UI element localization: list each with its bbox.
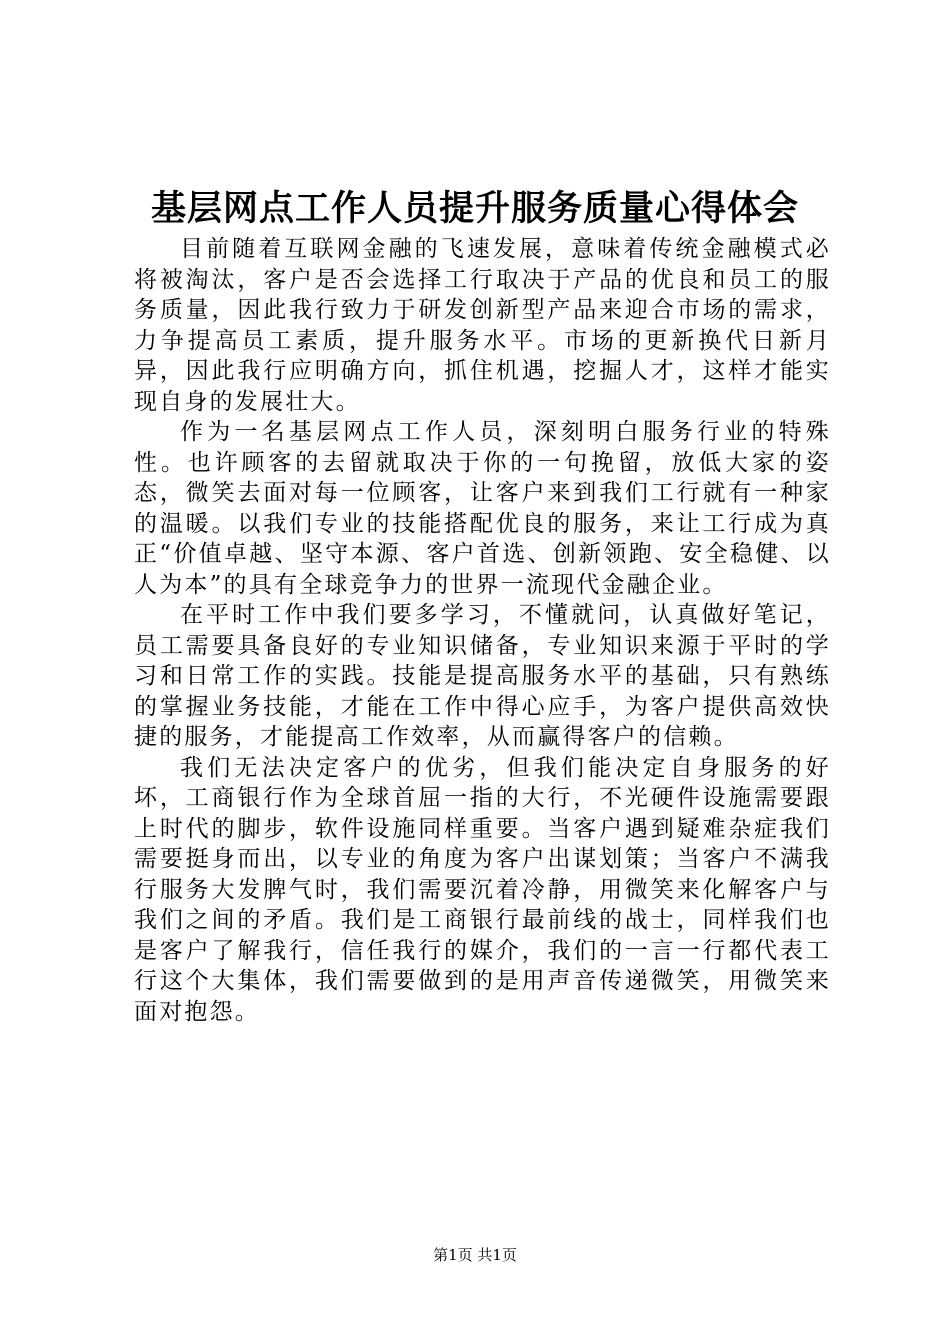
page-number-footer: 第1页 共1页 (433, 1246, 517, 1264)
paragraph: 目前随着互联网金融的飞速发展，意味着传统金融模式必将被淘汰，客户是否会选择工行取决于产品的优良和员工的服务质量，因此我行致力于研发创新型产品来迎合市场的需求，力争提高员工素质，提升服务水平。市场的更新换代日新月异，因此我行应明确方向，抓住机遇，挖掘人才，这样才能实现自身的发展壮大。 (134, 236, 831, 415)
document-title: 基层网点工作人员提升服务质量心得体会 (150, 188, 799, 229)
document-body (134, 234, 831, 1027)
paragraph: 在平时工作中我们要多学习，不懂就问，认真做好笔记，员工需要具备良好的专业知识储备，专业知识来源于平时的学习和日常工作的实践。技能是提高服务水平的基础，只有熟练的掌握业务技能，才能在工作中得心应手，为客户提供高效快捷的服务，才能提高工作效率，从而赢得客户的信赖。 (134, 602, 831, 750)
paragraph: 作为一名基层网点工作人员，深刻明白服务行业的特殊性。也许顾客的去留就取决于你的一句挽留，放低大家的姿态，微笑去面对每一位顾客，让客户来到我们工行就有一种家的温暖。以我们专业的技能搭配优良的服务，来让工行成为真正“价值卓越、坚守本源、客户首选、创新领跑、安全稳健、以人为本”的具有全球竞争力的世界一流现代金融企业。 (134, 419, 831, 598)
paragraph: 我们无法决定客户的优劣，但我们能决定自身服务的好坏，工商银行作为全球首屈一指的大行，不光硬件设施需要跟上时代的脚步，软件设施同样重要。当客户遇到疑难杂症我们需要挺身而出，以专业的角度为客户出谋划策；当客户不满我行服务大发脾气时，我们需要沉着冷静，用微笑来化解客户与我们之间的矛盾。我们是工商银行最前线的战士，同样我们也是客户了解我行，信任我行的媒介，我们的一言一行都代表工行这个大集体，我们需要做到的是用声音传递微笑，用微笑来面对抱怨。 (134, 754, 831, 1025)
